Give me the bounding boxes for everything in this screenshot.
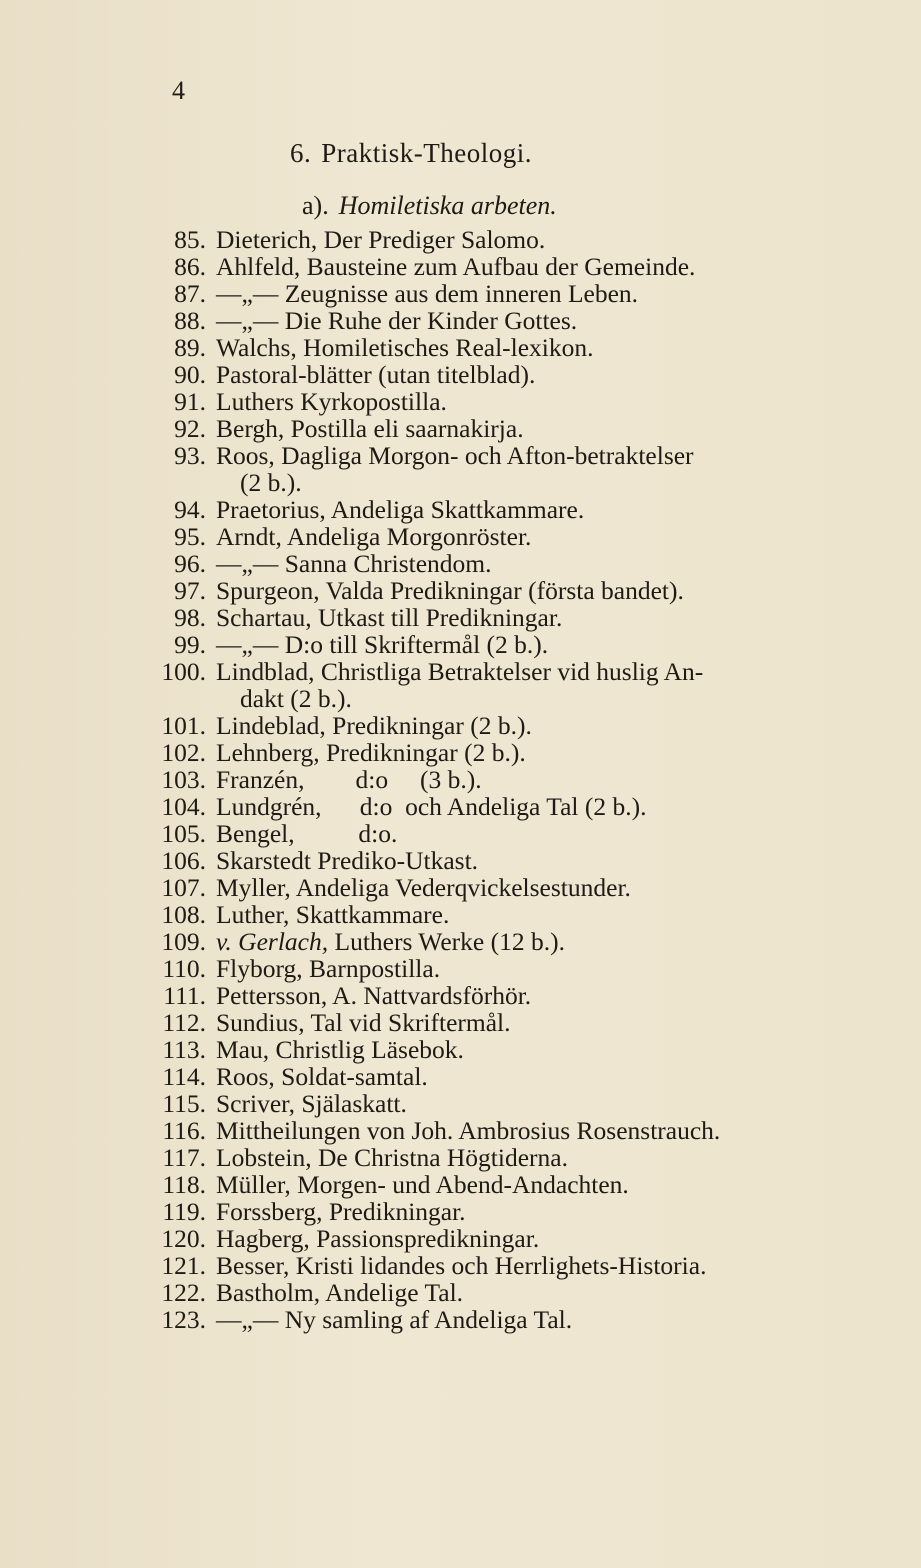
list-item [118, 1117, 858, 1144]
entry-title: Dieterich, Der Prediger Salomo. [216, 225, 546, 254]
entry-title: Lobstein, De Christna Högtiderna. [216, 1143, 568, 1172]
entry-number: 116. [162, 1116, 206, 1145]
entry-continuation: dakt (2 b.). [240, 684, 352, 713]
entry-text [216, 1279, 858, 1306]
entry-title: Luthers Werke (12 b.). [328, 927, 565, 956]
entry-number: 119. [162, 1197, 206, 1226]
entry-number: 95. [174, 522, 206, 551]
entry-text [216, 739, 858, 766]
entry-title: Luther, Skattkammare. [216, 900, 450, 929]
list-item [118, 442, 858, 496]
entry-text [216, 253, 858, 280]
entry-text [216, 766, 858, 793]
entry-number: 101. [161, 711, 206, 740]
entry-title: Scriver, Själaskatt. [216, 1089, 407, 1118]
subsection-label: a). [302, 191, 329, 220]
entry-text [216, 361, 858, 388]
entry-text [216, 982, 858, 1009]
entry-number: 85. [174, 225, 206, 254]
entry-title: Sundius, Tal vid Skriftermål. [216, 1008, 511, 1037]
entry-number: 114. [162, 1062, 206, 1091]
entry-text [216, 1117, 858, 1144]
entry-text [216, 307, 858, 334]
list-item [118, 631, 858, 658]
subsection-heading [302, 191, 557, 221]
entry-text [216, 874, 858, 901]
list-item [118, 523, 858, 550]
entry-title: Hagberg, Passionspredikningar. [216, 1224, 540, 1253]
entry-number: 105. [161, 819, 206, 848]
list-item [118, 1225, 858, 1252]
entry-text [216, 496, 858, 523]
entry-title: Franzén, d:o (3 b.). [216, 765, 482, 794]
list-item [118, 388, 858, 415]
entry-text [216, 604, 858, 631]
entry-number: 104. [161, 792, 206, 821]
list-item [118, 280, 858, 307]
entry-number: 120. [161, 1224, 206, 1253]
list-item [118, 1036, 858, 1063]
entry-number: 92. [174, 414, 206, 443]
entry-text [216, 631, 858, 658]
entry-title: Lundgrén, d:o och Andeliga Tal (2 b.). [216, 792, 647, 821]
list-item [118, 1063, 858, 1090]
entry-number: 100. [161, 657, 206, 686]
entry-number: 102. [161, 738, 206, 767]
entry-title: Schartau, Utkast till Predikningar. [216, 603, 563, 632]
entry-title: Mau, Christlig Läsebok. [216, 1035, 464, 1064]
entry-title: Mittheilungen von Joh. Ambrosius Rosenstrauch. [216, 1116, 721, 1145]
list-item [118, 928, 858, 955]
list-item [118, 334, 858, 361]
entry-number: 89. [174, 333, 206, 362]
list-item [118, 847, 858, 874]
list-item [118, 1252, 858, 1279]
entry-text [216, 523, 858, 550]
entry-title: —„— Zeugnisse aus dem inneren Leben. [216, 279, 639, 308]
entry-title: Pastoral-blätter (utan titelblad). [216, 360, 536, 389]
list-item [118, 415, 858, 442]
entry-text [216, 577, 858, 604]
entry-number: 99. [174, 630, 206, 659]
entry-title: Lehnberg, Predikningar (2 b.). [216, 738, 526, 767]
entry-title: Forssberg, Predikningar. [216, 1197, 466, 1226]
list-item [118, 577, 858, 604]
entry-title: Flyborg, Barnpostilla. [216, 954, 441, 983]
list-item [118, 820, 858, 847]
list-item [118, 253, 858, 280]
entry-text [216, 793, 858, 820]
entry-number: 113. [162, 1035, 206, 1064]
entry-title: Müller, Morgen- und Abend-Andachten. [216, 1170, 629, 1199]
entry-number: 121. [161, 1251, 206, 1280]
entry-title: —„— Sanna Christendom. [216, 549, 492, 578]
entry-title: —„— D:o till Skriftermål (2 b.). [216, 630, 549, 659]
entry-title: —„— Die Ruhe der Kinder Gottes. [216, 306, 578, 335]
entry-text [216, 928, 858, 955]
list-item [118, 793, 858, 820]
entry-text [216, 226, 858, 253]
entry-number: 115. [162, 1089, 206, 1118]
entry-title: Walchs, Homiletisches Real-lexikon. [216, 333, 594, 362]
list-item [118, 1009, 858, 1036]
entry-number: 107. [161, 873, 206, 902]
entry-number: 98. [174, 603, 206, 632]
entry-title: Lindeblad, Predikningar (2 b.). [216, 711, 532, 740]
entry-title: Ahlfeld, Bausteine zum Aufbau der Gemeinde. [216, 252, 696, 281]
entry-title: Spurgeon, Valda Predikningar (första bandet). [216, 576, 684, 605]
catalog-list [118, 226, 858, 1333]
entry-number: 87. [174, 279, 206, 308]
entry-title: Bengel, d:o. [216, 819, 398, 848]
entry-text [216, 415, 858, 442]
entry-title: Arndt, Andeliga Morgonröster. [216, 522, 532, 551]
entry-number: 118. [162, 1170, 206, 1199]
entry-text [216, 820, 858, 847]
entry-number: 106. [161, 846, 206, 875]
entry-number: 110. [162, 954, 206, 983]
entry-title: Luthers Kyrkopostilla. [216, 387, 447, 416]
entry-title: Skarstedt Prediko-Utkast. [216, 846, 479, 875]
list-item [118, 712, 858, 739]
list-item [118, 766, 858, 793]
entry-text [216, 1144, 858, 1171]
entry-title: —„— Ny samling af Andeliga Tal. [216, 1305, 573, 1334]
entry-number: 122. [161, 1278, 206, 1307]
entry-title: Bergh, Postilla eli saarnakirja. [216, 414, 524, 443]
entry-number: 111. [163, 981, 206, 1010]
entry-title: Praetorius, Andeliga Skattkammare. [216, 495, 585, 524]
entry-number: 86. [174, 252, 206, 281]
entry-text [216, 1198, 858, 1225]
entry-text [216, 1036, 858, 1063]
entry-text [216, 1225, 858, 1252]
section-number: 6. [290, 138, 312, 168]
entry-number: 112. [162, 1008, 206, 1037]
list-item [118, 982, 858, 1009]
entry-text [216, 1063, 858, 1090]
subsection-title: Homiletiska arbeten. [338, 191, 557, 220]
list-item [118, 1279, 858, 1306]
list-item [118, 307, 858, 334]
entry-author-italic: v. Gerlach, [216, 927, 329, 956]
entry-number: 123. [161, 1305, 206, 1334]
entry-text [216, 1306, 858, 1333]
entry-title: Myller, Andeliga Vederqvickelsestunder. [216, 873, 631, 902]
list-item [118, 496, 858, 523]
list-item [118, 955, 858, 982]
section-title: Praktisk-Theologi. [321, 138, 532, 168]
list-item [118, 739, 858, 766]
entry-number: 103. [161, 765, 206, 794]
entry-number: 96. [174, 549, 206, 578]
page-number: 4 [172, 76, 185, 105]
list-item [118, 874, 858, 901]
entry-title: Roos, Soldat-samtal. [216, 1062, 428, 1091]
entry-text [216, 901, 858, 928]
entry-continuation: (2 b.). [240, 468, 302, 497]
list-item [118, 550, 858, 577]
entry-text [216, 1090, 858, 1117]
entry-text [216, 442, 858, 496]
list-item [118, 1090, 858, 1117]
list-item [118, 1144, 858, 1171]
entry-title: Roos, Dagliga Morgon- och Afton-betraktelser [216, 441, 694, 470]
entry-number: 117. [162, 1143, 206, 1172]
list-item [118, 1198, 858, 1225]
entry-text [216, 1252, 858, 1279]
entry-number: 109. [161, 927, 206, 956]
entry-text [216, 550, 858, 577]
entry-text [216, 334, 858, 361]
entry-text [216, 1009, 858, 1036]
entry-text [216, 955, 858, 982]
entry-text [216, 658, 858, 712]
entry-title: Pettersson, A. Nattvardsförhör. [216, 981, 532, 1010]
list-item [118, 1171, 858, 1198]
entry-text [216, 280, 858, 307]
list-item [118, 226, 858, 253]
entry-title: Lindblad, Christliga Betraktelser vid huslig An- [216, 657, 704, 686]
list-item [118, 901, 858, 928]
entry-number: 88. [174, 306, 206, 335]
entry-text [216, 847, 858, 874]
entry-number: 93. [174, 441, 206, 470]
entry-number: 91. [174, 387, 206, 416]
entry-number: 94. [174, 495, 206, 524]
list-item [118, 604, 858, 631]
entry-number: 97. [174, 576, 206, 605]
section-heading [290, 138, 532, 169]
entry-text [216, 1171, 858, 1198]
entry-number: 108. [161, 900, 206, 929]
entry-text [216, 712, 858, 739]
entry-title: Bastholm, Andelige Tal. [216, 1278, 464, 1307]
entry-text [216, 388, 858, 415]
list-item [118, 1306, 858, 1333]
entry-number: 90. [174, 360, 206, 389]
list-item [118, 361, 858, 388]
entry-title: Besser, Kristi lidandes och Herrlighets-Historia. [216, 1251, 707, 1280]
list-item [118, 658, 858, 712]
